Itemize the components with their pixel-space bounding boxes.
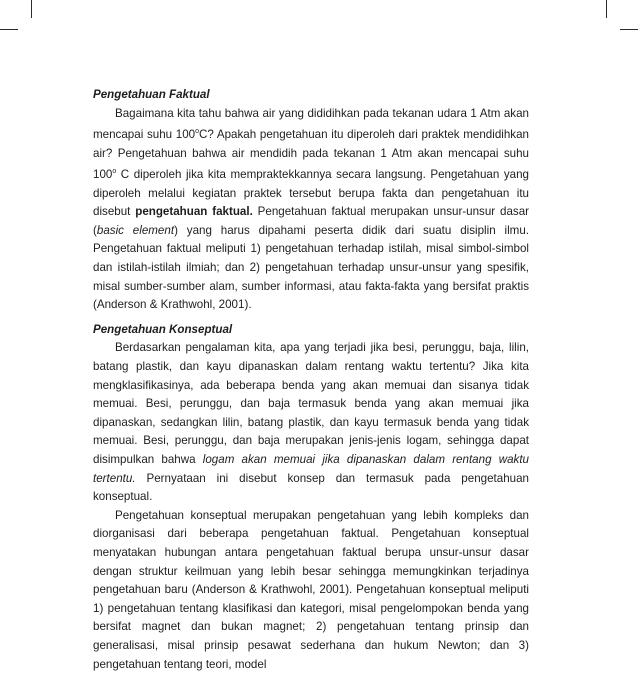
crop-mark-top-right-horizontal xyxy=(620,29,638,30)
section-heading-konseptual: Pengetahuan Konseptual xyxy=(93,322,233,336)
degree-sign: o xyxy=(195,128,200,136)
text-run: Pernyataan ini disebut konsep dan termasuk pada pengetahuan konseptual. xyxy=(93,471,529,504)
text-run: Pengetahuan faktual merupakan unsur-unsur dasar ( xyxy=(93,205,529,237)
paragraph-konseptual-2: Pengetahuan konseptual merupakan pengetahuan yang lebih kompleks dan diorganisasi dari beberapa pengetahuan faktual. Pengetahuan konseptual menyatakan hubungan antara pengetahuan faktual berupa unsur-unsur dasar dengan struktur keilmuan yang lebih besar sehingga memungkinkan terjadinya pengetahuan baru (Anderson & Krathwohl, 2001). Pengetahuan konseptual meliputi 1) pengetahuan tentang klasifikasi dan kategori, misal pengelompokan benda yang bersifat magnet dan bukan magnet; 2) pengetahuan tentang prinsip dan generalisasi, misal prinsip pesawat sederhana dan hukum Newton; dan 3) pengetahuan tentang teori, model xyxy=(93,508,529,671)
term-pengetahuan-faktual: pengetahuan faktual. xyxy=(135,205,253,219)
crop-mark-top-left-horizontal xyxy=(0,29,18,30)
text-run: Berdasarkan pengalaman kita, apa yang terjadi jika besi, perunggu, baja, lilin, batang plastik, dan kayu dipanaskan dalam rentang waktu tertentu? Jika kita mengklasifikasinya, ada beberapa benda yang akan memuai dan sisanya tidak memuai. Besi, perunggu, dan baja termasuk benda yang akan memuai jika dipanaskan, sedangkan lilin, batang plastik, dan kayu termasuk benda yang tidak memuai. Besi, perunggu, dan baja merupakan jenis-jenis logam, sehingga dapat disimpulkan bahwa xyxy=(93,341,529,466)
text-run: Bagaimana kita tahu bahwa air yang dididihkan pada tekanan udara 1 Atm akan mencapai suhu 100 xyxy=(93,106,529,142)
text-run: C? Apakah pengetahuan itu diperoleh dari praktek mendidihkan air? Pengetahuan bahwa air mendidih pada tekanan 1 Atm akan mencapai suhu 100 xyxy=(93,128,529,182)
term-basic-element: basic element xyxy=(96,223,175,237)
concept-statement: logam akan memuai jika dipanaskan dalam rentang waktu tertentu. xyxy=(93,453,529,485)
paragraph-faktual xyxy=(93,105,529,315)
degree-sign: o xyxy=(112,168,117,176)
paragraph-konseptual-1 xyxy=(93,339,529,506)
page-content xyxy=(93,86,529,674)
section-heading-faktual: Pengetahuan Faktual xyxy=(93,88,210,101)
crop-mark-top-right-vertical xyxy=(606,0,607,18)
text-run: C diperoleh jika kita mempraktekkannya secara langsung. Pengetahuan yang diperoleh melalui kegiatan praktek tersebut berupa fakta dan pengetahuan itu disebut xyxy=(93,168,529,219)
text-run: ) yang harus dipahami peserta didik dari suatu disiplin ilmu. Pengetahuan faktual meliputi 1) pengetahuan terhadap istilah, misal simbol-simbol dan istilah-istilah ilmiah; dan 2) pengetahuan terhadap unsur-unsur yang spesifik, misal sumber-sumber alam, sumber informasi, atau fakta-fakta yang bersifat praktis (Anderson & Krathwohl, 2001). xyxy=(93,223,529,312)
crop-mark-top-left-vertical xyxy=(31,0,32,18)
